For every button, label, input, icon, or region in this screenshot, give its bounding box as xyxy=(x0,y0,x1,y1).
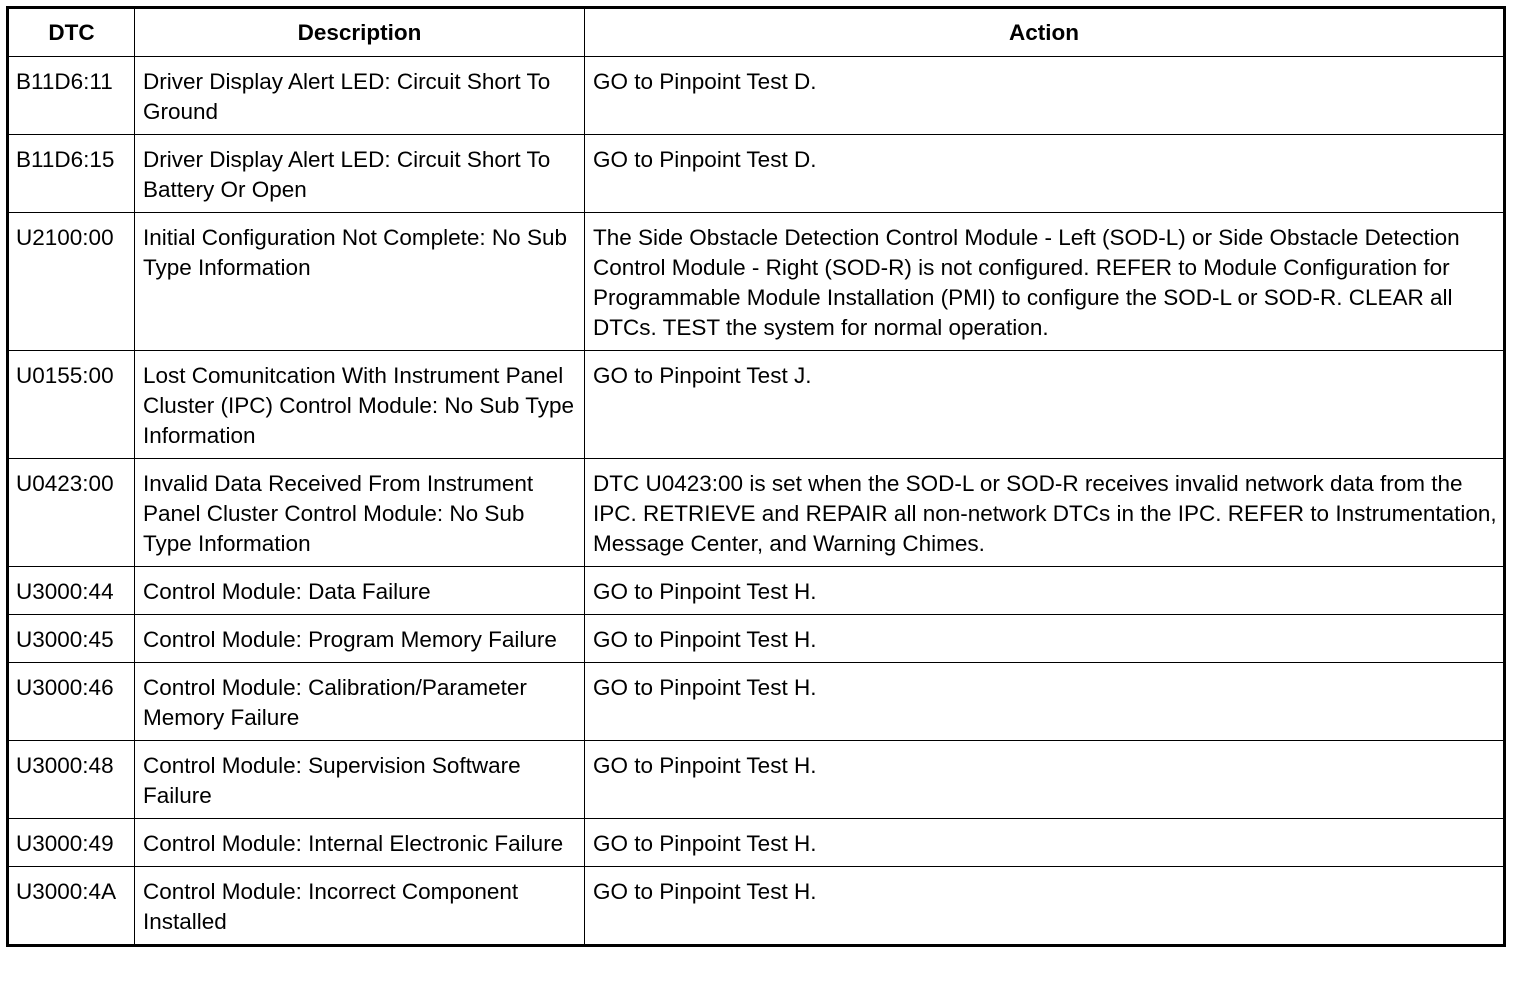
table-row xyxy=(8,615,1505,663)
table-row xyxy=(8,867,1505,946)
dtc-description: Control Module: Internal Electronic Failure xyxy=(135,819,585,867)
dtc-description: Control Module: Calibration/Parameter Memory Failure xyxy=(135,663,585,741)
header-description: Description xyxy=(135,8,585,57)
dtc-description: Control Module: Program Memory Failure xyxy=(135,615,585,663)
dtc-description: Control Module: Data Failure xyxy=(135,567,585,615)
dtc-description: Control Module: Supervision Software Failure xyxy=(135,741,585,819)
dtc-code: U3000:46 xyxy=(8,663,135,741)
dtc-description: Control Module: Incorrect Component Installed xyxy=(135,867,585,946)
table-row xyxy=(8,567,1505,615)
table-row xyxy=(8,663,1505,741)
dtc-description: Driver Display Alert LED: Circuit Short To Battery Or Open xyxy=(135,135,585,213)
dtc-code: U0155:00 xyxy=(8,351,135,459)
dtc-action: The Side Obstacle Detection Control Module - Left (SOD-L) or Side Obstacle Detection Control Module - Right (SOD-R) is not configured. REFER to Module Configuration for Programmable Module Installation (PMI) to configure the SOD-L or SOD-R. CLEAR all DTCs. TEST the system for normal operation. xyxy=(585,213,1505,351)
dtc-action: GO to Pinpoint Test J. xyxy=(585,351,1505,459)
dtc-action: GO to Pinpoint Test D. xyxy=(585,135,1505,213)
dtc-description: Driver Display Alert LED: Circuit Short To Ground xyxy=(135,57,585,135)
table-row xyxy=(8,57,1505,135)
dtc-action: GO to Pinpoint Test H. xyxy=(585,819,1505,867)
dtc-code: U3000:45 xyxy=(8,615,135,663)
dtc-code: U3000:49 xyxy=(8,819,135,867)
dtc-action: GO to Pinpoint Test H. xyxy=(585,663,1505,741)
table-row xyxy=(8,213,1505,351)
table-row xyxy=(8,135,1505,213)
dtc-code: B11D6:15 xyxy=(8,135,135,213)
header-dtc: DTC xyxy=(8,8,135,57)
dtc-code: U0423:00 xyxy=(8,459,135,567)
dtc-action: GO to Pinpoint Test H. xyxy=(585,867,1505,946)
dtc-code: U3000:44 xyxy=(8,567,135,615)
dtc-description: Lost Comunitcation With Instrument Panel Cluster (IPC) Control Module: No Sub Type Information xyxy=(135,351,585,459)
dtc-code: B11D6:11 xyxy=(8,57,135,135)
dtc-action: GO to Pinpoint Test H. xyxy=(585,741,1505,819)
table-row xyxy=(8,741,1505,819)
dtc-table xyxy=(6,6,1506,947)
table-header-row xyxy=(8,8,1505,57)
dtc-action: DTC U0423:00 is set when the SOD-L or SOD-R receives invalid network data from the IPC. RETRIEVE and REPAIR all non-network DTCs in the IPC. REFER to Instrumentation, Message Center, and Warning Chimes. xyxy=(585,459,1505,567)
dtc-action: GO to Pinpoint Test H. xyxy=(585,567,1505,615)
dtc-code: U3000:4A xyxy=(8,867,135,946)
header-action: Action xyxy=(585,8,1505,57)
dtc-code: U2100:00 xyxy=(8,213,135,351)
dtc-description: Invalid Data Received From Instrument Panel Cluster Control Module: No Sub Type Information xyxy=(135,459,585,567)
table-row xyxy=(8,459,1505,567)
dtc-action: GO to Pinpoint Test H. xyxy=(585,615,1505,663)
table-row xyxy=(8,819,1505,867)
dtc-description: Initial Configuration Not Complete: No Sub Type Information xyxy=(135,213,585,351)
dtc-action: GO to Pinpoint Test D. xyxy=(585,57,1505,135)
dtc-code: U3000:48 xyxy=(8,741,135,819)
table-row xyxy=(8,351,1505,459)
